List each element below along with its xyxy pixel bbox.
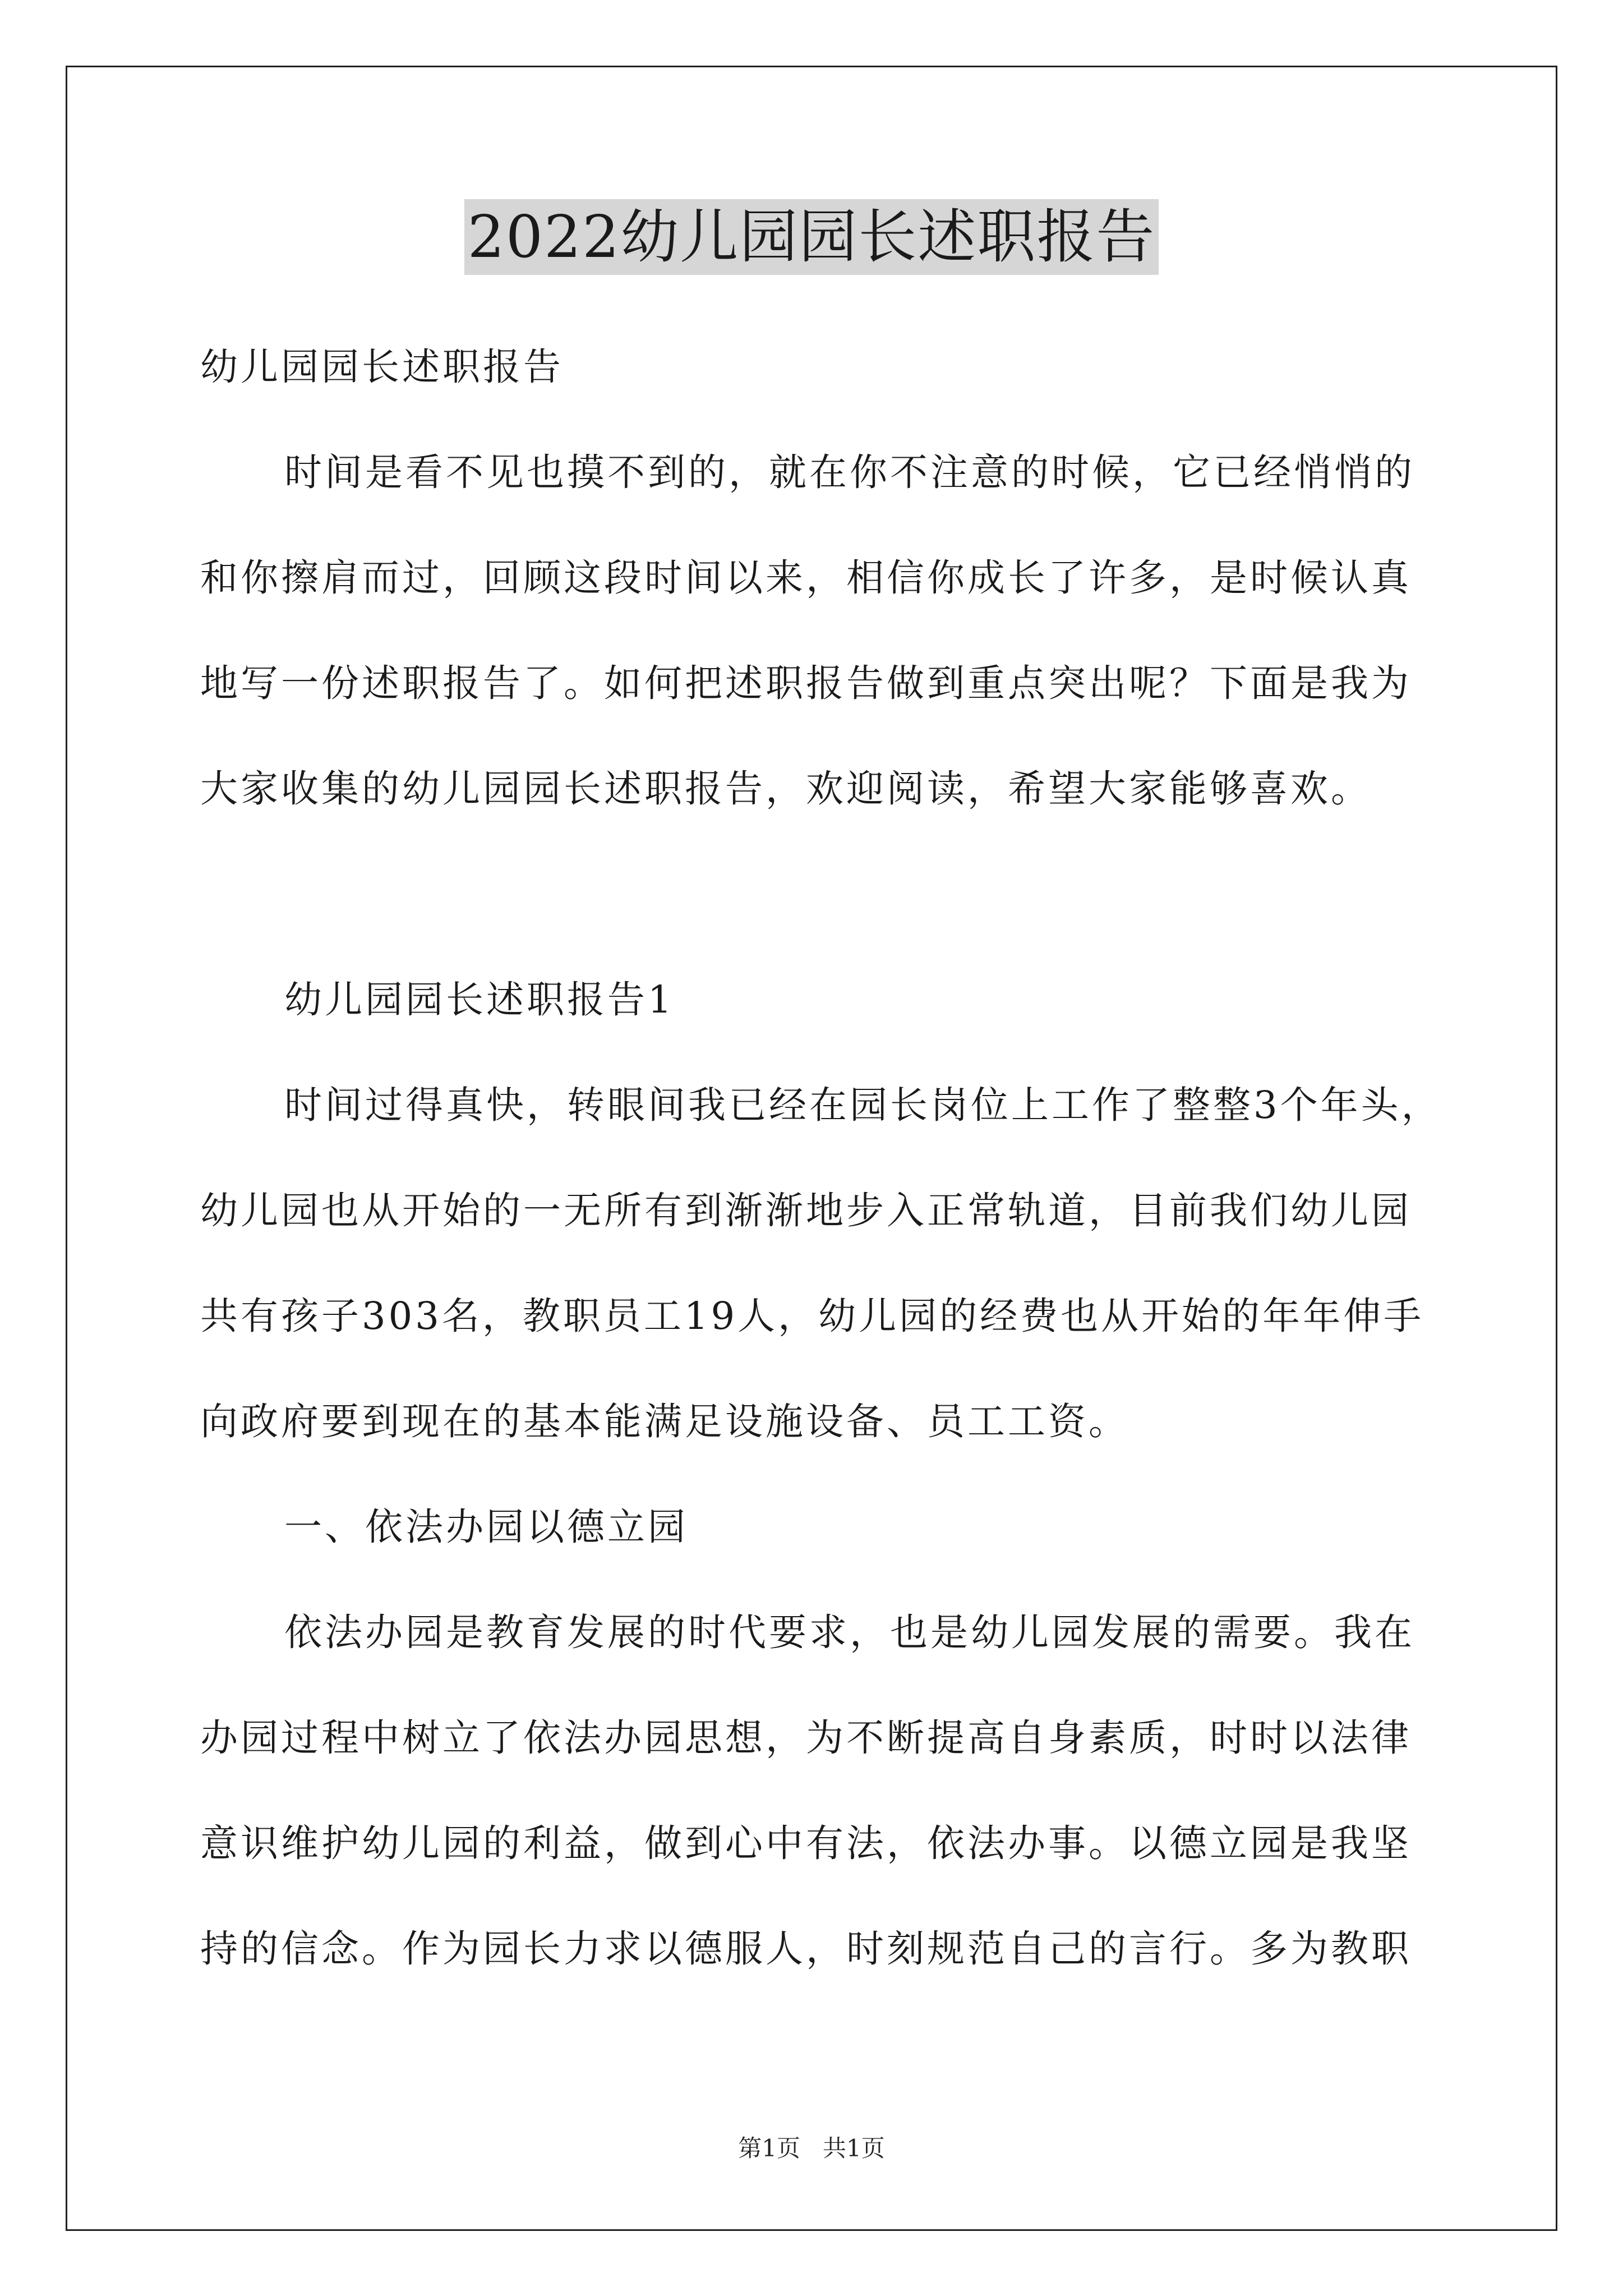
body-text-line: 和你擦肩而过，回顾这段时间以来，相信你成长了许多，是时候认真 xyxy=(200,556,1412,600)
body-text-line: 大家收集的幼儿园园长述职报告，欢迎阅读，希望大家能够喜欢。 xyxy=(200,767,1371,811)
body-text-line: 幼儿园园长述职报告1 xyxy=(284,978,675,1022)
body-text-line: 意识维护幼儿园的利益，做到心中有法，依法办事。以德立园是我坚 xyxy=(200,1821,1412,1865)
body-text-line: 时间过得真快，转眼间我已经在园长岗位上工作了整整3个年头， xyxy=(284,1083,1442,1127)
body-text-line: 幼儿园也从开始的一无所有到渐渐地步入正常轨道，目前我们幼儿园 xyxy=(200,1189,1412,1232)
body-text-line: 向政府要到现在的基本能满足设施设备、员工工资。 xyxy=(200,1400,1129,1443)
body-text-line: 一、依法办园以德立园 xyxy=(284,1505,688,1549)
body-text-line: 持的信念。作为园长力求以德服人，时刻规范自己的言行。多为教职 xyxy=(200,1927,1412,1971)
page-footer xyxy=(0,2132,1623,2165)
page-number: 第1页 共1页 xyxy=(738,2134,885,2162)
body-text-line: 时间是看不见也摸不到的，就在你不注意的时候，它已经悄悄的 xyxy=(284,450,1415,494)
body-text-line: 共有孩子303名，教职员工19人，幼儿园的经费也从开始的年年伸手 xyxy=(200,1294,1424,1338)
document-title: 2022幼儿园园长述职报告 xyxy=(464,199,1159,275)
body-text-line: 依法办园是教育发展的时代要求，也是幼儿园发展的需要。我在 xyxy=(284,1611,1415,1654)
body-text-line: 办园过程中树立了依法办园思想，为不断提高自身素质，时时以法律 xyxy=(200,1716,1412,1760)
body-text-line: 幼儿园园长述职报告 xyxy=(200,345,564,389)
blank-line xyxy=(200,841,1434,947)
document-body xyxy=(200,314,1442,2001)
body-text-line: 地写一份述职报告了。如何把述职报告做到重点突出呢？下面是我为 xyxy=(200,661,1412,705)
title-wrap xyxy=(0,199,1623,275)
